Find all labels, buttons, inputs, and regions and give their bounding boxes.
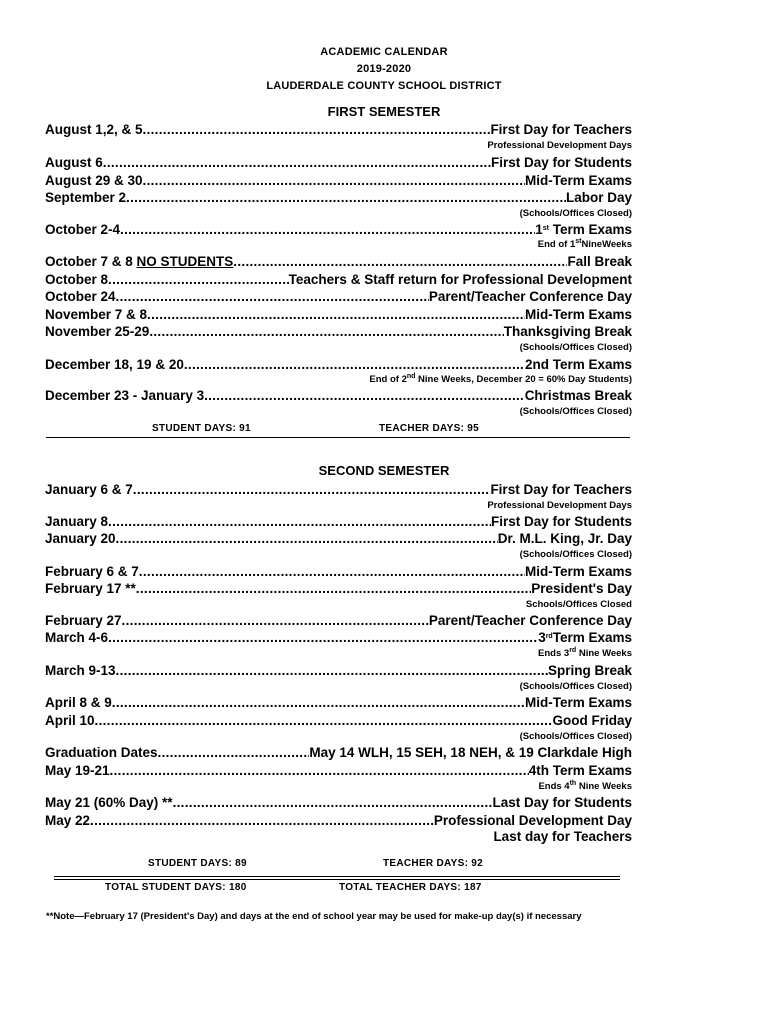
row-note: Ends 4th Nine Weeks: [538, 780, 632, 792]
first-semester-student-days: STUDENT DAYS: 91: [152, 423, 251, 434]
section-divider: [46, 437, 630, 438]
calendar-row: May 22 ..... Professional Development Day: [45, 812, 632, 829]
calendar-row: November 25-29 ..... Thanksgiving Break: [45, 323, 632, 340]
total-student-days: TOTAL STUDENT DAYS: 180: [105, 882, 247, 893]
calendar-row: March 4-6 ..... 3rdTerm Exams: [45, 629, 632, 646]
totals-divider-top: [54, 876, 620, 877]
calendar-row: April 8 & 9 ..... Mid-Term Exams: [45, 694, 632, 711]
calendar-row: Graduation Dates ..... May 14 WLH, 15 SEH, 18 NEH, & 19 Clarkdale High: [45, 744, 632, 761]
first-semester-title: FIRST SEMESTER: [327, 104, 441, 119]
calendar-row: November 7 & 8 ..... Mid-Term Exams: [45, 306, 632, 323]
second-semester-title: SECOND SEMESTER: [318, 463, 450, 478]
school-year: 2019-2020: [356, 63, 412, 75]
no-students-label: NO STUDENTS: [136, 254, 234, 269]
row-note: Professional Development Days: [487, 140, 632, 151]
calendar-row: October 2-4 ..... 1st Term Exams: [45, 221, 632, 238]
totals-divider-bottom: [54, 879, 620, 880]
calendar-row: January 8 ..... First Day for Students: [45, 513, 632, 530]
calendar-row: December 23 - January 3 ..... Christmas Break: [45, 387, 632, 404]
row-note: (Schools/Offices Closed): [519, 208, 632, 219]
calendar-row: April 10 ..... Good Friday: [45, 712, 632, 729]
row-note: (Schools/Offices Closed): [519, 681, 632, 692]
row-note: Professional Development Days: [487, 500, 632, 511]
calendar-row: August 6 ..... First Day for Students: [45, 154, 632, 171]
row-extra-line: Last day for Teachers: [493, 829, 632, 844]
calendar-row: October 24 ..... Parent/Teacher Conference Day: [45, 288, 632, 305]
row-note: End of 1stNineWeeks: [537, 238, 632, 250]
calendar-row: May 21 (60% Day) ** ..... Last Day for Students: [45, 794, 632, 811]
calendar-row: January 20 ..... Dr. M.L. King, Jr. Day: [45, 530, 632, 547]
calendar-row: May 19-21 ..... 4th Term Exams: [45, 762, 632, 779]
calendar-row: February 27 ..... Parent/Teacher Conference Day: [45, 612, 632, 629]
calendar-row: October 7 & 8 NO STUDENTS ..... Fall Break: [45, 253, 632, 270]
calendar-row: March 9-13 ..... Spring Break: [45, 662, 632, 679]
row-note: Ends 3rd Nine Weeks: [538, 647, 632, 659]
first-semester-teacher-days: TEACHER DAYS: 95: [379, 423, 480, 434]
district-name: LAUDERDALE COUNTY SCHOOL DISTRICT: [266, 80, 502, 92]
calendar-row: February 6 & 7 ..... Mid-Term Exams: [45, 563, 632, 580]
calendar-row: February 17 ** ..... President's Day: [45, 580, 632, 597]
row-note: (Schools/Offices Closed): [519, 731, 632, 742]
calendar-row: December 18, 19 & 20 ..... 2nd Term Exams: [45, 356, 632, 373]
row-note: Schools/Offices Closed: [525, 599, 632, 610]
calendar-row: October 8 ..... Teachers & Staff return for Professional Development: [45, 271, 632, 288]
row-note: (Schools/Offices Closed): [519, 342, 632, 353]
doc-title: ACADEMIC CALENDAR: [320, 46, 448, 58]
second-semester-teacher-days: TEACHER DAYS: 92: [383, 858, 484, 869]
row-note: (Schools/Offices Closed): [519, 549, 632, 560]
row-note: (Schools/Offices Closed): [519, 406, 632, 417]
total-teacher-days: TOTAL TEACHER DAYS: 187: [339, 882, 482, 893]
row-note: End of 2nd Nine Weeks, December 20 = 60% Day Students): [369, 373, 632, 385]
footnote: **Note—February 17 (President's Day) and days at the end of school year may be used for make-up day(s) if necessary: [46, 911, 582, 922]
calendar-row: August 29 & 30 ..... Mid-Term Exams: [45, 172, 632, 189]
calendar-row: August 1,2, & 5 ..... First Day for Teachers: [45, 121, 632, 138]
second-semester-student-days: STUDENT DAYS: 89: [148, 858, 247, 869]
calendar-row: January 6 & 7 ..... First Day for Teachers: [45, 481, 632, 498]
calendar-row: September 2 ..... Labor Day: [45, 189, 632, 206]
